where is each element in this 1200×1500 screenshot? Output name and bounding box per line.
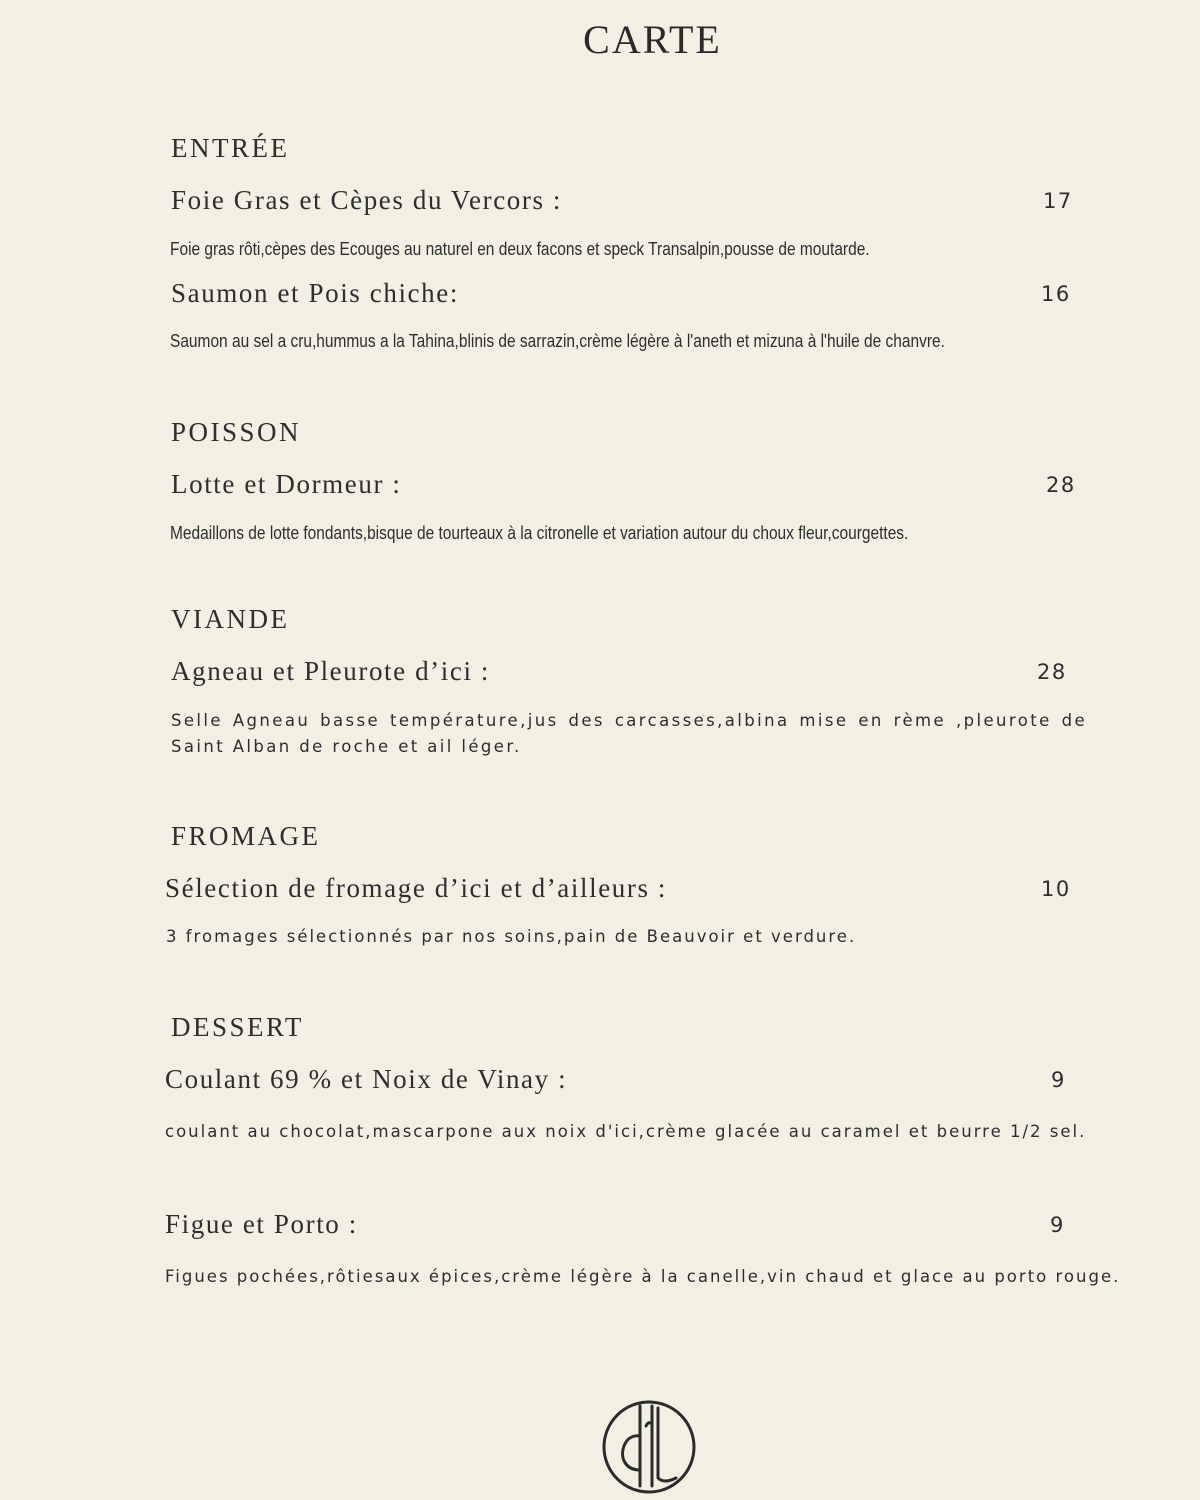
dish-price: 17 — [1043, 189, 1073, 213]
dish-description: Medaillons de lotte fondants,bisque de tourteaux à la citronelle et variation autour du choux fleur,courgettes. — [170, 523, 909, 543]
dish-price: 10 — [1041, 877, 1071, 901]
dish-description: Saumon au sel a cru,hummus a la Tahina,blinis de sarrazin,crème légère à l'aneth et mizuna à l'huile de chanvre. — [170, 331, 945, 351]
dish-name: Lotte et Dormeur : — [171, 469, 402, 499]
dish-description: 3 fromages sélectionnés par nos soins,pain de Beauvoir et verdure. — [166, 927, 857, 946]
dish-description: Figues pochées,rôtiesaux épices,crème légère à la canelle,vin chaud et glace au porto rouge. — [165, 1267, 1121, 1286]
section-title-fromage: FROMAGE — [171, 821, 321, 851]
dish-price: 9 — [1051, 1068, 1066, 1092]
dish-name: Figue et Porto : — [165, 1209, 358, 1239]
dish-name: Coulant 69 % et Noix de Vinay : — [165, 1064, 568, 1094]
section-title-dessert: DESSERT — [171, 1012, 304, 1042]
section-title-entree: ENTRÉE — [171, 133, 290, 163]
dish-name: Foie Gras et Cèpes du Vercors : — [171, 185, 563, 215]
section-title-poisson: POISSON — [171, 417, 302, 447]
dish-name: Agneau et Pleurote d’ici : — [171, 656, 491, 686]
dish-price: 16 — [1041, 282, 1071, 306]
dish-description: Foie gras rôti,cèpes des Ecouges au naturel en deux facons et speck Transalpin,pousse de moutarde. — [170, 239, 870, 259]
dish-price: 28 — [1037, 660, 1067, 684]
dish-name: Saumon et Pois chiche: — [171, 278, 459, 308]
dish-description: coulant au chocolat,mascarpone aux noix d'ici,crème glacée au caramel et beurre 1/2 sel. — [165, 1122, 1087, 1141]
dish-description: Selle Agneau basse température,jus des carcasses,albina mise en rème ,pleurote de Saint Alban de roche et ail léger. — [171, 711, 1087, 756]
dish-price: 28 — [1046, 473, 1076, 497]
section-title-viande: VIANDE — [171, 604, 290, 634]
dish-name: Sélection de fromage d’ici et d’ailleurs : — [165, 873, 668, 903]
menu-title: CARTE — [583, 17, 722, 62]
dish-price: 9 — [1050, 1213, 1065, 1237]
dl-monogram-icon — [600, 1398, 698, 1496]
